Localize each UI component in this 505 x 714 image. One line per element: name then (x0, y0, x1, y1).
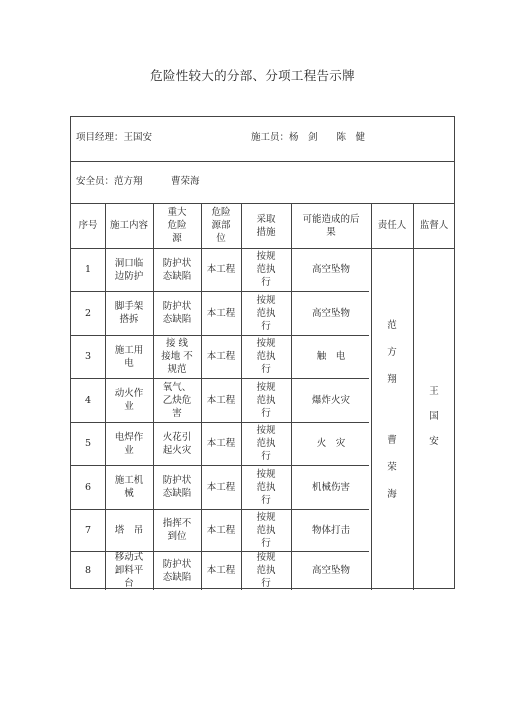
constructor: 施工员：杨 剑 陈 健 (251, 132, 366, 143)
row-content: 施工用电 (114, 344, 144, 369)
col-divider (371, 203, 372, 590)
row-location: 本工程 (206, 351, 236, 362)
header-responsible: 责任人 (377, 220, 407, 231)
row-location: 本工程 (206, 438, 236, 449)
row-hazard: 指挥不到位 (162, 518, 192, 542)
header-supervisor: 监督人 (419, 220, 449, 231)
row-no: 7 (84, 524, 92, 536)
header-measure: 采取措施 (256, 213, 276, 238)
row-measure: 按规范执行 (256, 294, 276, 332)
responsible-char: 荣 (387, 462, 397, 473)
row-hazard: 防护状态缺陷 (162, 475, 192, 499)
row-content: 塔 吊 (114, 524, 144, 536)
row-result: 物体打击 (311, 524, 350, 536)
header-no: 序号 (78, 220, 98, 231)
header-hazard: 重大危险源 (167, 207, 187, 244)
row-hazard: 火花引起火灾 (162, 431, 192, 456)
row-measure: 按规范执行 (256, 468, 276, 506)
row-content: 施工机械 (114, 475, 144, 499)
row-no: 3 (84, 351, 92, 362)
row-location: 本工程 (206, 307, 236, 319)
supervisor-char: 王 (429, 386, 439, 397)
responsible-char: 曹 (387, 435, 397, 446)
row-location: 本工程 (206, 264, 236, 275)
row-no: 1 (84, 264, 92, 275)
supervisor-char: 国 (429, 411, 439, 422)
row-measure: 按规范执行 (256, 251, 276, 288)
row-result: 高空坠物 (311, 565, 350, 576)
row-result: 机械伤害 (311, 481, 350, 493)
row-location: 本工程 (206, 394, 236, 406)
row-location: 本工程 (206, 524, 236, 536)
row-measure: 按规范执行 (256, 381, 276, 419)
row-location: 本工程 (206, 565, 236, 576)
project-manager: 项目经理：王国安 (76, 132, 153, 143)
responsible-char: 翔 (387, 374, 397, 385)
page-title: 危险性较大的分部、分项工程告示牌 (150, 68, 355, 83)
row-no: 8 (84, 565, 92, 576)
row-result: 高空坠物 (311, 264, 350, 275)
header-result: 可能造成的后果 (302, 213, 360, 238)
row-content: 电焊作业 (114, 431, 144, 456)
row-no: 5 (84, 438, 92, 449)
row-content: 脚手架搭拆 (114, 301, 144, 325)
row-no: 6 (84, 481, 92, 493)
row-measure: 按规范执行 (256, 425, 276, 462)
divider (71, 161, 454, 162)
row-content: 动火作业 (114, 388, 144, 412)
row-result: 高空坠物 (311, 307, 350, 319)
row-result: 触 电 (316, 351, 346, 362)
safety-officer: 安全员：范方翔 曹荣海 (76, 176, 200, 187)
col-divider (413, 203, 414, 590)
responsible-char: 海 (387, 489, 397, 500)
row-hazard: 防护状态缺陷 (162, 558, 192, 583)
row-measure: 按规范执行 (256, 338, 276, 375)
row-hazard: 防护状态缺陷 (162, 301, 192, 325)
row-hazard: 防护状态缺陷 (162, 257, 192, 282)
row-content: 洞口临边防护 (114, 257, 144, 282)
row-result: 爆炸火灾 (311, 394, 350, 406)
row-hazard: 氧气、乙炔危害 (162, 381, 192, 419)
row-result: 火 灾 (316, 438, 346, 449)
row-no: 4 (84, 394, 92, 406)
row-location: 本工程 (206, 481, 236, 493)
row-no: 2 (84, 307, 92, 319)
responsible-names (384, 319, 400, 501)
responsible-char: 方 (387, 347, 397, 358)
row-measure: 按规范执行 (256, 511, 276, 549)
supervisor-name (426, 385, 442, 448)
header-location: 危险源部位 (211, 207, 231, 244)
responsible-char: 范 (387, 320, 397, 331)
row-measure: 按规范执行 (256, 552, 276, 589)
supervisor-char: 安 (429, 436, 439, 447)
header-content: 施工内容 (109, 220, 148, 231)
row-hazard: 接 线 接地 不 规范 (161, 338, 193, 375)
notice-table (70, 116, 455, 589)
row-content: 移动式卸料平台 (114, 552, 144, 589)
